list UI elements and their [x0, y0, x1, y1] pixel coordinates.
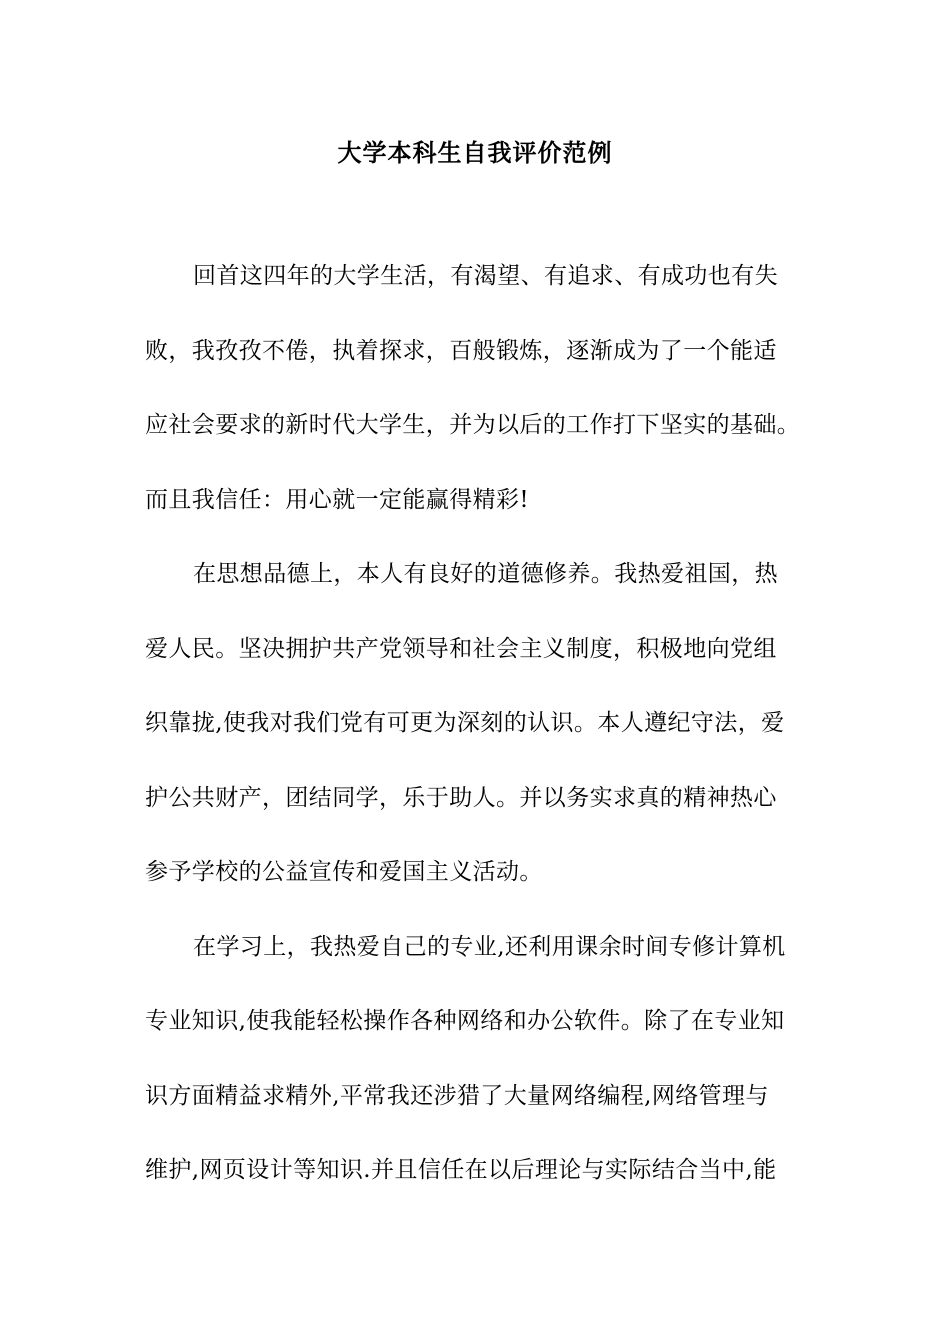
paragraph-line: 参予学校的公益宣传和爱国主义活动。	[145, 859, 543, 885]
paragraph-line: 在学习上，我热爱自己的专业,还利用课余时间专修计算机	[193, 933, 786, 960]
paragraph-line: 在思想品德上，本人有良好的道德修养。我热爱祖国，热	[193, 561, 778, 587]
paragraph-line: 护公共财产，团结同学，乐于助人。并以务实求真的精神热心	[145, 784, 777, 811]
paragraph-line: 维护,网页设计等知识.并且信任在以后理论与实际结合当中,能	[145, 1157, 777, 1183]
paragraph-line: 识方面精益求精外,平常我还涉猎了大量网络编程,网络管理与	[145, 1082, 769, 1109]
paragraph-line: 回首这四年的大学生活，有渴望、有追求、有成功也有失	[193, 263, 778, 289]
paragraph-line: 应社会要求的新时代大学生，并为以后的工作打下坚实的基础。	[145, 412, 801, 438]
paragraph-line: 织靠拢,使我对我们党有可更为深刻的认识。本人遵纪守法，爱	[145, 710, 785, 736]
paragraph-line: 败，我孜孜不倦，执着探求，百般锻炼，逐渐成为了一个能适	[145, 337, 777, 364]
document-body	[145, 256, 835, 1225]
paragraph-line: 专业知识,使我能轻松操作各种网络和办公软件。除了在专业知	[145, 1008, 785, 1034]
paragraph-line: 爱人民。坚决拥护共产党领导和社会主义制度，积极地向党组	[145, 635, 777, 662]
document-title: 大学本科生自我评价范例	[337, 138, 613, 167]
paragraph-line: 而且我信任：用心就一定能赢得精彩!	[145, 486, 530, 513]
